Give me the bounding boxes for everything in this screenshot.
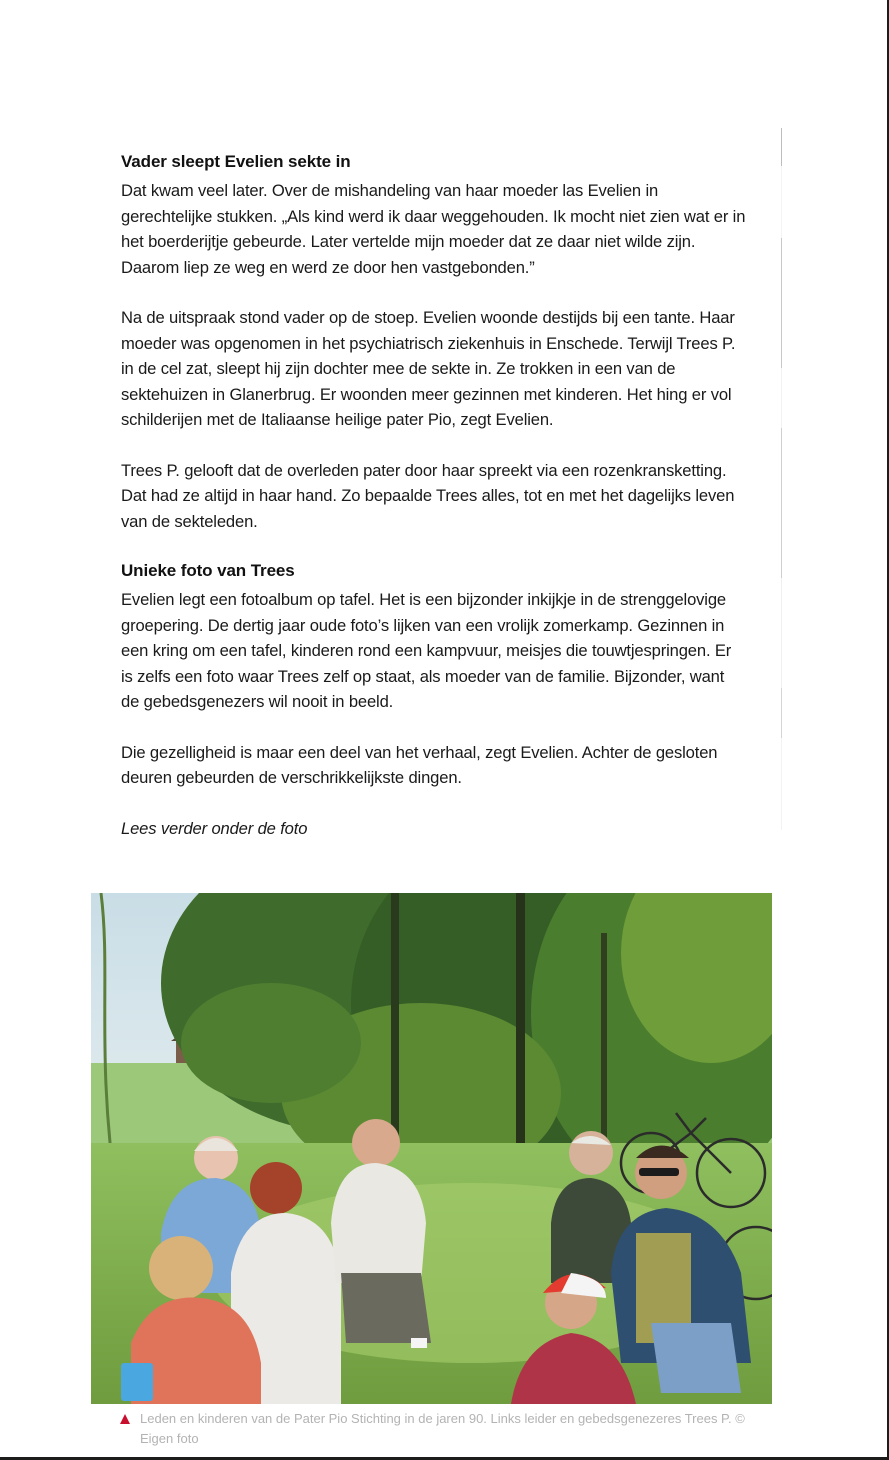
paragraph: Trees P. gelooft dat de overleden pater door haar spreekt via een rozenkransketting. Dat had ze altijd in haar hand. Zo bepaalde Trees alles, tot en met het dagelijks leven van de sekteleden.: [121, 460, 735, 531]
paragraph: Dat kwam veel later. Over de mishandeling van haar moeder las Evelien in gerechtelijke stukken. „Als kind werd ik daar weggehouden. Ik mocht niet zien wat er in het boerderijtje gebeurde. Later vertelde mijn moeder dat ze daar niet wilde zijn. Daarom liep ze weg en werd ze door hen vastgebonden.”: [121, 181, 746, 277]
triangle-up-icon: [120, 1414, 130, 1424]
read-more-note: Lees verder onder de foto: [121, 818, 308, 838]
section-heading: Vader sleept Evelien sekte in: [121, 152, 351, 171]
paragraph: Na de uitspraak stond vader op de stoep. Evelien woonde destijds bij een tante. Haar moeder was opgenomen in het psychiatrisch ziekenhuis in Enschede. Terwijl Trees P. in de cel zat, sleept hij zijn dochter mee de sekte in. Ze trokken in een van de sektehuizen in Glanerbrug. Er woonden meer gezinnen met kinderen. Het hing er vol schilderijen met de Italiaanse heilige pater Pio, zegt Evelien.: [121, 308, 736, 429]
paragraph: Evelien legt een fotoalbum op tafel. Het is een bijzonder inkijkje in de strenggelovige groepering. De dertig jaar oude foto’s lijken van een vrolijk zomerkamp. Gezinnen in een kring om een tafel, kinderen rond een kampvuur, meisjes die touwtjespringen. Er is zelfs een foto waar Trees zelf op staat, als moeder van de familie. Bijzonder, want de gebedsgenezers wil nooit in beeld.: [121, 590, 732, 711]
article-body: [121, 150, 746, 866]
article-photo[interactable]: [91, 893, 772, 1404]
photo-illustration: [91, 893, 772, 1404]
sidebar-divider: [781, 128, 782, 830]
caption-text: Leden en kinderen van de Pater Pio Stichting in de jaren 90. Links leider en gebedsgenezeres Trees P. © Eigen foto: [140, 1411, 745, 1446]
section-heading: Unieke foto van Trees: [121, 561, 295, 580]
paragraph: Die gezelligheid is maar een deel van het verhaal, zegt Evelien. Achter de gesloten deuren gebeurden de verschrikkelijkste dingen.: [121, 742, 718, 787]
photo-caption: [120, 1409, 780, 1449]
